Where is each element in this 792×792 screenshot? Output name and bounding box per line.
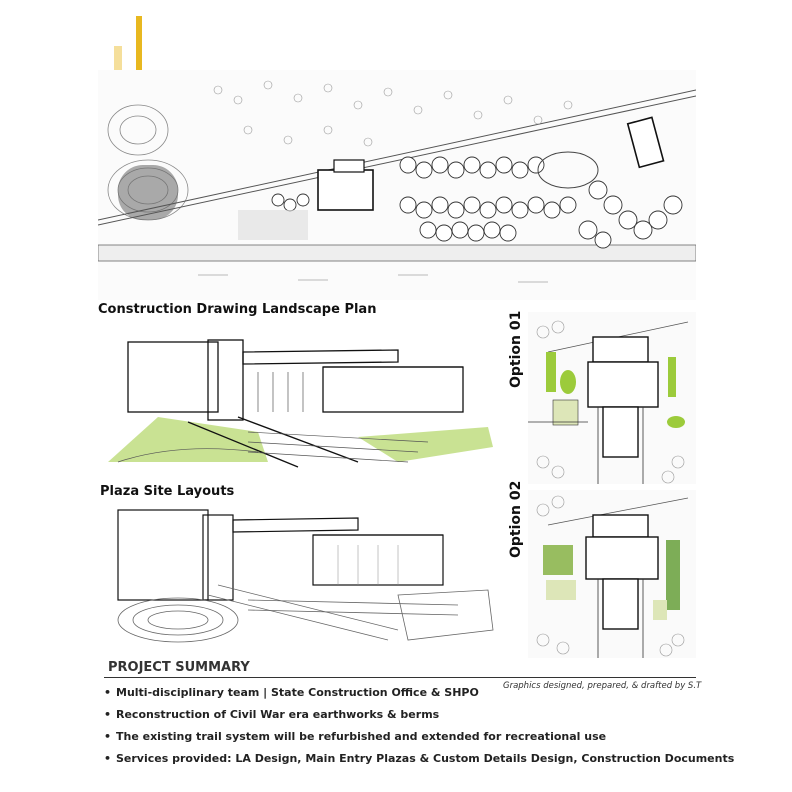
summary-bullet-text: Reconstruction of Civil War era earthworks & berms [116, 708, 440, 721]
summary-bullet-text: Multi-disciplinary team | State Construction Office & SHPO [116, 686, 479, 699]
plaza-perspective-sketch-1 [98, 322, 498, 476]
summary-divider [104, 677, 696, 678]
summary-bullet-text: The existing trail system will be refurbished and extended for recreational use [116, 730, 607, 743]
landscape-plan-drawing [98, 70, 696, 300]
summary-bullet [104, 730, 704, 752]
bullet-dot-icon: • [104, 730, 112, 743]
landscape-plan-caption: Construction Drawing Landscape Plan [98, 302, 377, 317]
graphics-credit: Graphics designed, prepared, & drafted by S.T [503, 681, 702, 691]
option-01-plan-drawing [528, 312, 696, 484]
bullet-dot-icon: • [104, 686, 112, 699]
plaza-layouts-caption: Plaza Site Layouts [100, 484, 235, 499]
project-summary-title: PROJECT SUMMARY [108, 660, 250, 675]
option-02-label: Option 02 [508, 480, 524, 558]
bullet-dot-icon: • [104, 752, 112, 765]
option-01-label: Option 01 [508, 310, 524, 388]
summary-bullet-list [104, 686, 735, 774]
plaza-perspective-sketch-2 [98, 500, 498, 658]
option-02-plan-drawing [528, 490, 696, 658]
summary-bullet [104, 708, 704, 730]
summary-bullet [104, 686, 704, 708]
summary-bullet [104, 752, 735, 774]
summary-bullet-text: Services provided: LA Design, Main Entry Plazas & Custom Details Design, Construction Documents [116, 752, 735, 765]
bullet-dot-icon: • [104, 708, 112, 721]
